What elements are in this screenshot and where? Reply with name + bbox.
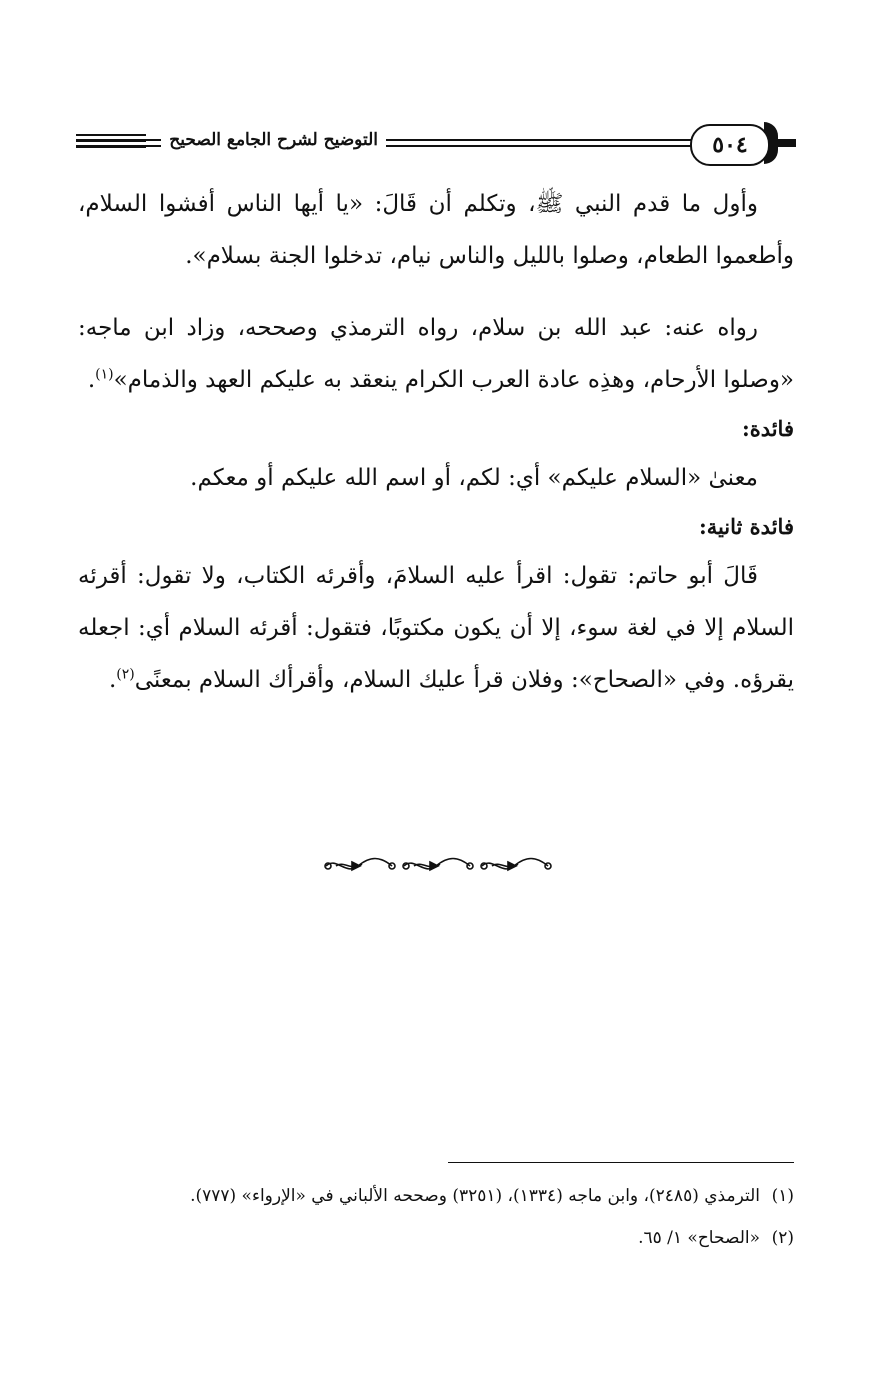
footnote-text: «الصحاح» ١/ ٦٥. xyxy=(638,1228,760,1248)
second-benefit-end: . xyxy=(108,667,117,693)
benefit-heading: فائدة: xyxy=(741,416,794,441)
section-ornament xyxy=(322,852,552,880)
footnote-ref-1: (١) xyxy=(95,366,114,383)
second-benefit-paragraph xyxy=(78,550,794,706)
footnote-text: الترمذي (٢٤٨٥)، وابن ماجه (١٣٣٤)، (٣٢٥١) وصححه الألباني في «الإرواء» (٧٧٧). xyxy=(190,1186,760,1206)
footnote-separator xyxy=(448,1162,794,1163)
hadith-paragraph: وأول ما قدم النبي ﷺ، وتكلم أن قَالَ: «يا أيها الناس أفشوا السلام، وأطعموا الطعام، وصلوا بالليل والناس نيام، تدخلوا الجنة بسلام». xyxy=(78,191,794,269)
footnote xyxy=(78,1180,794,1212)
narration-text: رواه عنه: عبد الله بن سلام، رواه الترمذي وصححه، وزاد ابن ماجه: «وصلوا الأرحام، وهذِه عادة العرب الكرام ينعقد به عليكم العهد والذمام» xyxy=(78,315,794,393)
footnote-number: (٢) xyxy=(771,1228,794,1248)
narration-paragraph xyxy=(78,302,794,406)
header-end-mark xyxy=(76,134,146,154)
narration-end: . xyxy=(87,367,96,393)
second-benefit-text: قَالَ أبو حاتم: تقول: اقرأ عليه السلامَ، وأقرئه الكتاب، ولا تقول: أقرئه السلام إلا في لغة سوء، إلا أن يكون مكتوبًا، فتقول: أقرئه السلام أي: اجعله يقرؤه. وفي «الصحاح»: وفلان قرأ عليك السلام، وأقرأك السلام بمعنًى xyxy=(78,563,794,693)
ornament-scroll xyxy=(481,859,551,871)
footnote-number: (١) xyxy=(771,1186,794,1206)
page-header xyxy=(76,122,796,166)
ornament-scroll xyxy=(325,859,395,871)
running-title: التوضيح لشرح الجامع الصحيح xyxy=(161,130,386,150)
footnote-ref-2: (٢) xyxy=(116,666,135,683)
footnote xyxy=(78,1222,794,1254)
page-number: ٥٠٤ xyxy=(690,124,770,166)
ornament-scroll xyxy=(403,859,473,871)
benefit-paragraph: معنىٰ «السلام عليكم» أي: لكم، أو اسم الله عليكم أو معكم. xyxy=(190,465,758,491)
second-benefit-heading: فائدة ثانية: xyxy=(698,514,794,539)
footnotes xyxy=(78,1180,794,1264)
main-text xyxy=(78,178,794,706)
